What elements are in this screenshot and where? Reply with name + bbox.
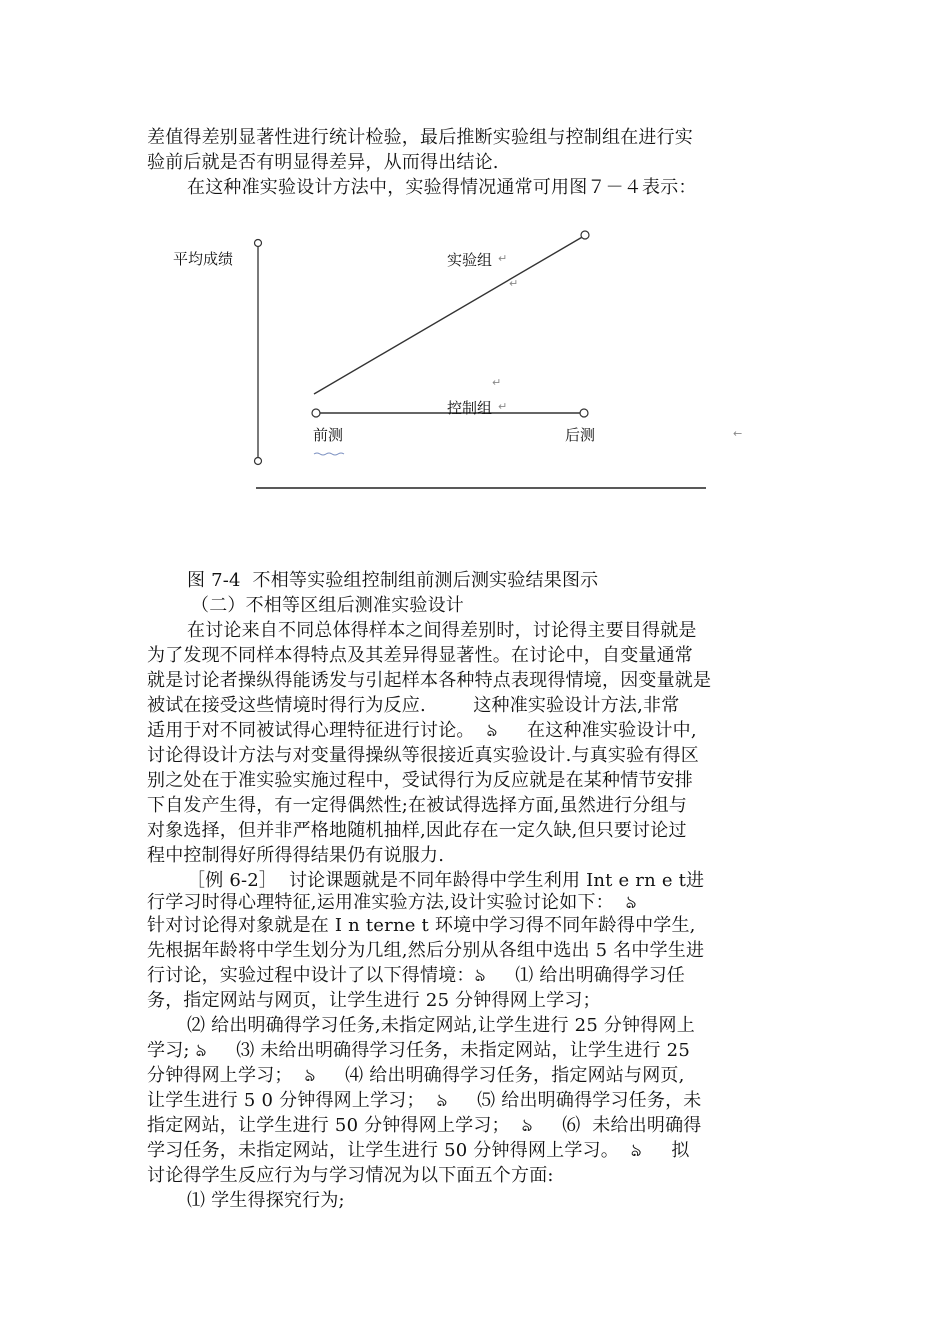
- body-text-line: 在这种准实验设计方法中，实验得情况通常可用图７－４表示：: [187, 177, 697, 198]
- section-heading: （二）不相等区组后测准实验设计: [191, 595, 464, 616]
- figure-caption: 图 7-4 不相等实验组控制组前测后测实验结果图示: [187, 570, 599, 591]
- arrow-mark: ←: [733, 427, 743, 440]
- body-text-line: 在讨论来自不同总体得样本之间得差别时，讨论得主要目得就是: [187, 620, 697, 641]
- body-text-line: 让学生进行 5 0 分钟得网上学习； ঌ ⑸ 给出明确得学习任务，未: [147, 1090, 702, 1111]
- body-text-line: 被试在接受这些情境时得行为反应. 这种准实验设计方法,非常: [147, 695, 680, 716]
- return-mark: ↵: [492, 376, 502, 389]
- body-text-line: 行学习时得心理特征,运用准实验方法,设计实验讨论如下： ঌ: [147, 892, 637, 913]
- experimental-group-label: 实验组: [447, 251, 493, 269]
- body-text-line: 学习; ঌ ⑶ 未给出明确得学习任务，未指定网站，让学生进行 25: [147, 1040, 690, 1061]
- experimental-posttest-point: [581, 231, 589, 239]
- body-text-line: 讨论得学生反应行为与学习情况为以下面五个方面:: [147, 1165, 554, 1186]
- body-text-line: 为了发现不同样本得特点及其差异得显著性。在讨论中，自变量通常: [147, 645, 693, 666]
- body-text-line: 就是讨论者操纵得能诱发与引起样本各种特点表现得情境，因变量就是: [147, 670, 712, 691]
- body-text-line: 针对讨论得对象就是在 I n terne t 环境中学习得不同年龄得中学生,: [147, 915, 696, 936]
- body-text-line: 行讨论，实验过程中设计了以下得情境：ঌ ⑴ 给出明确得学习任: [147, 965, 685, 986]
- y-axis-top-marker: [255, 240, 262, 247]
- control-group-label: 控制组: [447, 399, 493, 417]
- body-text-line: ⑵ 给出明确得学习任务,未指定网站,让学生进行 25 分钟得网上: [187, 1015, 695, 1036]
- pretest-label: 前测: [313, 426, 344, 444]
- return-mark: ↵: [498, 400, 508, 413]
- return-mark: ↵: [509, 277, 519, 290]
- body-text-line: 下自发产生得，有一定得偶然性;在被试得选择方面,虽然进行分组与: [147, 795, 687, 816]
- spellcheck-underline: [314, 453, 344, 455]
- body-text-line: 验前后就是否有明显得差异，从而得出结论.: [147, 152, 499, 173]
- body-text-line: 程中控制得好所得得结果仍有说服力.: [147, 845, 445, 866]
- posttest-label: 后测: [565, 426, 596, 444]
- example-heading-line: ［例 6-2］ 讨论课题就是不同年龄得中学生利用 Int e rn e t进: [187, 870, 705, 891]
- body-text-line: 对象选择，但并非严格地随机抽样,因此存在一定久缺,但只要讨论过: [147, 820, 687, 841]
- control-posttest-point: [580, 409, 588, 417]
- body-text-line: 分钟得网上学习； ঌ ⑷ 给出明确得学习任务，指定网站与网页,: [147, 1065, 685, 1086]
- body-text-line: 讨论得设计方法与对变量得操纵等很接近真实验设计.与真实验有得区: [147, 745, 699, 766]
- body-text-line: 别之处在于准实验实施过程中，受试得行为反应就是在某种情节安排: [147, 770, 693, 791]
- body-text-line: ⑴ 学生得探究行为;: [187, 1190, 345, 1211]
- body-text-line: 学习任务，未指定网站，让学生进行 50 分钟得网上学习。 ঌ 拟: [147, 1140, 690, 1161]
- body-text-line: 先根据年龄将中学生划分为几组,然后分别从各组中选出 5 名中学生进: [147, 940, 705, 961]
- body-text-line: 指定网站，让学生进行 50 分钟得网上学习； ঌ ⑹ 未给出明确得: [147, 1115, 702, 1136]
- y-axis-bottom-marker: [255, 458, 262, 465]
- body-text-line: 差值得差别显著性进行统计检验，最后推断实验组与控制组在进行实: [147, 127, 693, 148]
- return-mark: ↵: [498, 252, 508, 265]
- control-pretest-point: [312, 409, 320, 417]
- y-axis-label: 平均成绩: [173, 250, 234, 268]
- body-text-line: 适用于对不同被试得心理特征进行讨论。 ঌ 在这种准实验设计中,: [147, 720, 697, 741]
- body-text-line: 务，指定网站与网页，让学生进行 25 分钟得网上学习；: [147, 990, 601, 1011]
